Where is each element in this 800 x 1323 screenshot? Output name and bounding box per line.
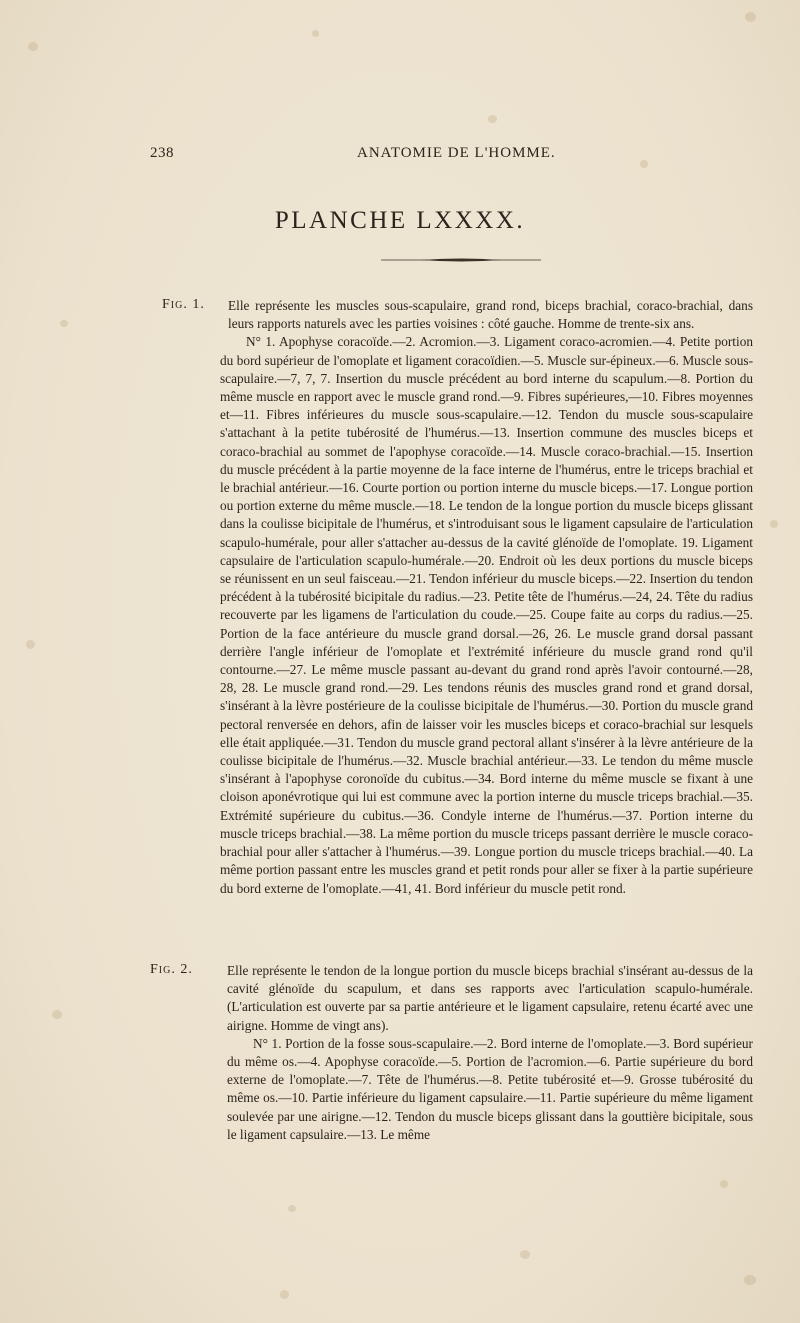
foxing-spot (280, 1290, 289, 1299)
foxing-spot (770, 520, 778, 528)
foxing-spot (60, 320, 68, 327)
foxing-spot (26, 640, 35, 649)
foxing-spot (28, 42, 38, 51)
foxing-spot (745, 12, 756, 22)
figure-items: N° 1. Portion de la fosse sous-scapulaire.—2. Bord interne de l'omoplate.—3. Bord supérieur du même os.—4. Apophyse coracoïde.—5. Portion de l'acromion.—6. Partie supérieure du bord externe de l'omoplate.—7. Tête de l'humérus.—8. Petite tubérosité et—9. Grosse tubérosité du même os.—10. Partie inférieure du ligament capsulaire.—11. Partie supérieure du même ligament soulevée par une airigne.—12. Tendon du muscle biceps glissant dans la gouttière bicipitale, sous le ligament capsulaire.—13. Le même (227, 1035, 753, 1142)
figure-items: N° 1. Apophyse coracoïde.—2. Acromion.—3. Ligament coraco-acromien.—4. Petite portion du bord supérieur de l'omoplate et ligament coracoïdien.—5. Muscle sur-épineux.—6. Muscle sous-scapulaire.—7, 7, 7. Insertion du muscle précédent au bord interne du scapulum.—8. Portion du même muscle en rapport avec le muscle grand rond.—9. Fibres supérieures,—10. Fibres moyennes et—11. Fibres inférieures du muscle sous-scapulaire.—12. Tendon du muscle sous-scapulaire s'attachant à la petite tubérosité de l'humérus.—13. Insertion commune des muscles biceps et coraco-brachial au sommet de l'apophyse coracoïde.—14. Muscle coraco-brachial.—15. Insertion du muscle précédent à la partie moyenne de la face interne de l'humérus, entre le triceps brachial et le brachial antérieur.—16. Courte portion ou portion interne du muscle biceps.—17. Longue portion ou portion externe du même muscle.—18. Le tendon de la longue portion du muscle biceps glissant dans la coulisse bicipitale de l'humérus, et s'introduisant sous le ligament capsulaire de l'articulation scapulo-humérale, pour aller s'attacher au-dessus de la cavité glénoïde de l'omoplate. 19. Ligament capsulaire de l'articulation scapulo-humérale.—20. Endroit où les deux portions du muscle biceps se réunissent en un seul faisceau.—21. Tendon inférieur du muscle biceps.—22. Insertion du tendon précédent à la tubérosité bicipitale du radius.—23. Petite tête de l'humérus.—24, 24. Tête du radius recouverte par les ligamens de l'articulation du coude.—25. Coupe faite au corps du radius.—25. Portion de la face antérieure du muscle grand dorsal.—26, 26. Le muscle grand dorsal passant derrière l'angle inférieur de l'omoplate et l'extrémité inférieure du muscle grand rond qu'il contourne.—27. Le même muscle passant au-devant du grand rond après l'avoir contourné.—28, 28, 28. Le muscle grand rond.—29. Les tendons réunis des muscles grand rond et grand dorsal, s'insérant à la lèvre postérieure de la coulisse bicipitale de l'humérus.—30. Portion du muscle grand pectoral renversée en dehors, afin de laisser voir les muscles biceps et coraco-brachial sur lesquels elle était appliquée.—31. Tendon du muscle grand pectoral allant s'insérer à la lèvre antérieure de la coulisse bicipitale de l'humérus.—32. Muscle brachial antérieur.—33. Le tendon du même muscle s'insérant à l'apophyse coronoïde du cubitus.—34. Bord interne du même muscle se fixant à une cloison aponévrotique qui lui est commune avec la portion interne du muscle triceps brachial.—35. Extrémité supérieure du cubitus.—36. Condyle interne de l'humérus.—37. Portion interne du muscle triceps brachial.—38. La même portion du muscle triceps passant derrière le muscle coraco-brachial pour aller s'attacher à l'humérus.—39. Longue portion du muscle triceps brachial.—40. La même portion passant entre les muscles grand et petit ronds pour aller se fixer à la partie supérieure du bord externe de l'omoplate.—41, 41. Bord inférieur du muscle petit rond. (220, 334, 753, 896)
title-ornament-rule (381, 257, 541, 263)
foxing-spot (312, 30, 319, 37)
foxing-spot (720, 1180, 728, 1188)
figure-text (220, 297, 753, 898)
running-header (0, 145, 800, 165)
figure-label: Fig. 2. (150, 962, 193, 977)
plate-title: PLANCHE LXXXX. (274, 207, 526, 234)
foxing-spot (744, 1275, 756, 1285)
foxing-spot (288, 1205, 296, 1212)
foxing-spot (520, 1250, 530, 1259)
foxing-spot (488, 115, 497, 123)
figure-intro: Elle représente le tendon de la longue portion du muscle biceps brachial s'insérant au-dessus de la cavité glénoïde du scapulum, et dans ses rapports avec l'articulation scapulo-humérale. (L'articulation est ouverte par sa partie antérieure et le ligament capsulaire, retenu écarté avec une airigne. Homme de vingt ans). (227, 963, 753, 1033)
page-number: 238 (150, 145, 174, 161)
figure-intro: Elle représente les muscles sous-scapulaire, grand rond, biceps brachial, coraco-brachial, dans leurs rapports naturels avec les parties voisines : côté gauche. Homme de trente-six ans. (228, 298, 753, 332)
figure-text (213, 962, 753, 1144)
figure-label: Fig. 1. (162, 297, 205, 312)
foxing-spot (52, 1010, 62, 1019)
running-title: ANATOMIE DE L'HOMME. (357, 145, 556, 161)
